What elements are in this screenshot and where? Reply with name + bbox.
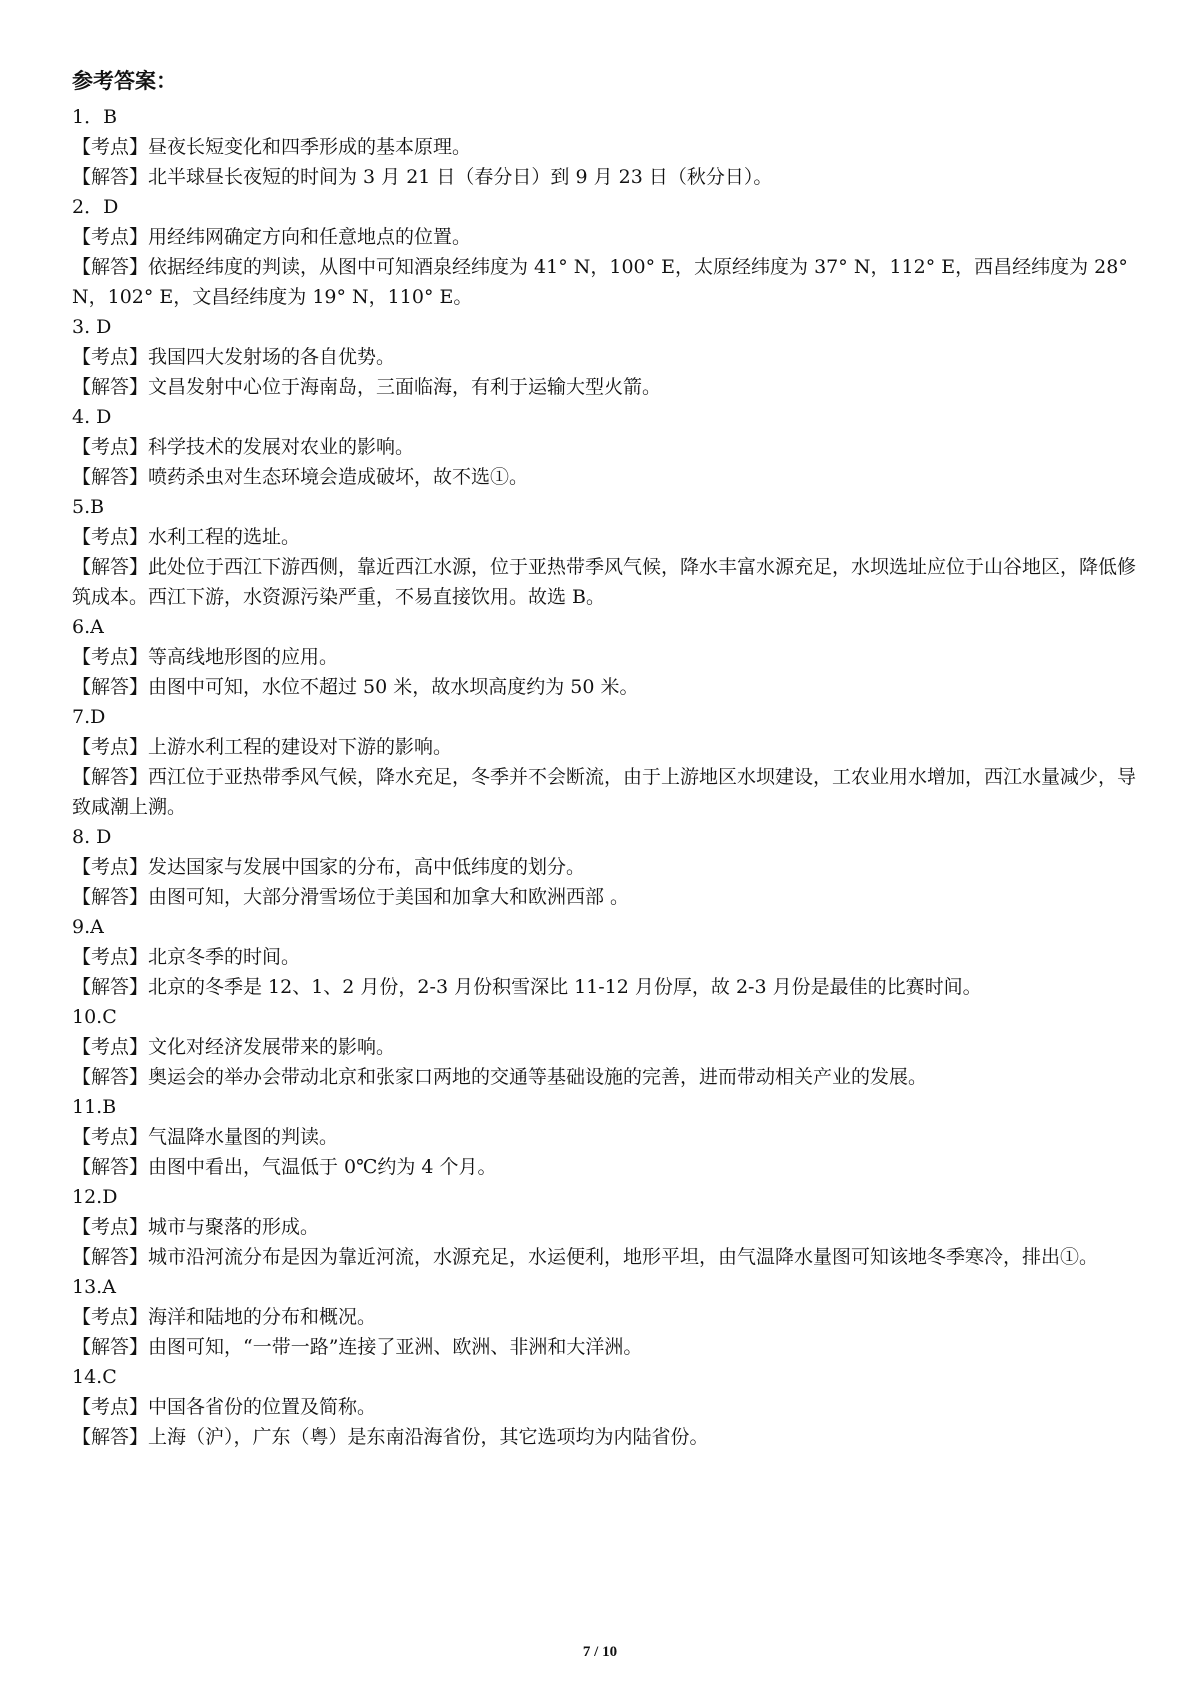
answer-item <box>72 612 1140 702</box>
page-title: 参考答案： <box>72 69 177 93</box>
answer-item <box>72 192 1140 312</box>
kaodian-line: 【考点】文化对经济发展带来的影响。 <box>72 1036 396 1058</box>
answer-number: 12.D <box>72 1186 118 1208</box>
answer-number: 11.B <box>72 1096 117 1118</box>
kaodian-line: 【考点】我国四大发射场的各自优势。 <box>72 346 396 368</box>
kaodian-line: 【考点】海洋和陆地的分布和概况。 <box>72 1306 377 1328</box>
jieda-line: 【解答】文昌发射中心位于海南岛，三面临海，有利于运输大型火箭。 <box>72 376 662 398</box>
answer-item <box>72 1002 1140 1092</box>
answer-item <box>72 102 1140 192</box>
answer-number: 7.D <box>72 706 106 728</box>
jieda-line: 【解答】北半球昼长夜短的时间为 3 月 21 日（春分日）到 9 月 23 日（秋分日）。 <box>72 166 773 188</box>
jieda-line: 【解答】由图可知，“一带一路”连接了亚洲、欧洲、非洲和大洋洲。 <box>72 1336 643 1358</box>
kaodian-line: 【考点】水利工程的选址。 <box>72 526 301 548</box>
jieda-line: 【解答】由图可知，大部分滑雪场位于美国和加拿大和欧洲西部 。 <box>72 886 630 908</box>
answer-number: 3. D <box>72 316 112 338</box>
answer-item <box>72 1092 1140 1182</box>
answer-number: 4. D <box>72 406 112 428</box>
jieda-line: 【解答】此处位于西江下游西侧，靠近西江水源，位于亚热带季风气候，降水丰富水源充足，水坝选址应位于山谷地区，降低修筑成本。西江下游，水资源污染严重，不易直接饮用。故选 B。 <box>72 556 1137 608</box>
answer-item <box>72 1182 1140 1272</box>
kaodian-line: 【考点】北京冬季的时间。 <box>72 946 301 968</box>
answer-item <box>72 822 1140 912</box>
kaodian-line: 【考点】气温降水量图的判读。 <box>72 1126 339 1148</box>
answer-item <box>72 1362 1140 1452</box>
answer-number: 10.C <box>72 1006 117 1028</box>
answer-number: 5.B <box>72 496 105 518</box>
page-number: 7 / 10 <box>582 1644 618 1660</box>
answer-item <box>72 702 1140 822</box>
jieda-line: 【解答】奥运会的举办会带动北京和张家口两地的交通等基础设施的完善，进而带动相关产业的发展。 <box>72 1066 928 1088</box>
jieda-line: 【解答】由图中可知，水位不超过 50 米，故水坝高度约为 50 米。 <box>72 676 639 698</box>
kaodian-line: 【考点】等高线地形图的应用。 <box>72 646 339 668</box>
kaodian-line: 【考点】用经纬网确定方向和任意地点的位置。 <box>72 226 472 248</box>
answer-number: 9.A <box>72 916 104 938</box>
kaodian-line: 【考点】城市与聚落的形成。 <box>72 1216 320 1238</box>
kaodian-line: 【考点】科学技术的发展对农业的影响。 <box>72 436 415 458</box>
answer-number: 13.A <box>72 1276 116 1298</box>
answer-item <box>72 312 1140 402</box>
answer-number: 1．B <box>72 106 118 128</box>
kaodian-line: 【考点】中国各省份的位置及简称。 <box>72 1396 377 1418</box>
answer-list <box>72 102 1140 1452</box>
jieda-line: 【解答】上海（沪），广东（粤）是东南沿海省份，其它选项均为内陆省份。 <box>72 1426 709 1448</box>
answer-number: 6.A <box>72 616 104 638</box>
jieda-line: 【解答】西江位于亚热带季风气候，降水充足，冬季并不会断流，由于上游地区水坝建设，工农业用水增加，西江水量减少，导致咸潮上溯。 <box>72 766 1137 818</box>
jieda-line: 【解答】北京的冬季是 12、1、2 月份，2-3 月份积雪深比 11-12 月份厚，故 2-3 月份是最佳的比赛时间。 <box>72 976 982 998</box>
jieda-line: 【解答】城市沿河流分布是因为靠近河流，水源充足，水运便利，地形平坦，由气温降水量图可知该地冬季寒冷，排出①。 <box>72 1246 1099 1268</box>
kaodian-line: 【考点】发达国家与发展中国家的分布，高中低纬度的划分。 <box>72 856 586 878</box>
answer-item <box>72 1272 1140 1362</box>
kaodian-line: 【考点】上游水利工程的建设对下游的影响。 <box>72 736 453 758</box>
answer-number: 8. D <box>72 826 112 848</box>
answer-number: 2．D <box>72 196 119 218</box>
answer-item <box>72 402 1140 492</box>
jieda-line: 【解答】依据经纬度的判读，从图中可知酒泉经纬度为 41° N，100° E，太原经纬度为 37° N，112° E，西昌经纬度为 28° N，102° E，文昌经纬度为 19° N，110° E。 <box>72 256 1128 308</box>
kaodian-line: 【考点】昼夜长短变化和四季形成的基本原理。 <box>72 136 472 158</box>
answer-item <box>72 912 1140 1002</box>
answer-page <box>72 66 1140 1452</box>
jieda-line: 【解答】喷药杀虫对生态环境会造成破坏，故不选①。 <box>72 466 529 488</box>
jieda-line: 【解答】由图中看出，气温低于 0℃约为 4 个月。 <box>72 1156 497 1178</box>
answer-item <box>72 492 1140 612</box>
answer-number: 14.C <box>72 1366 117 1388</box>
